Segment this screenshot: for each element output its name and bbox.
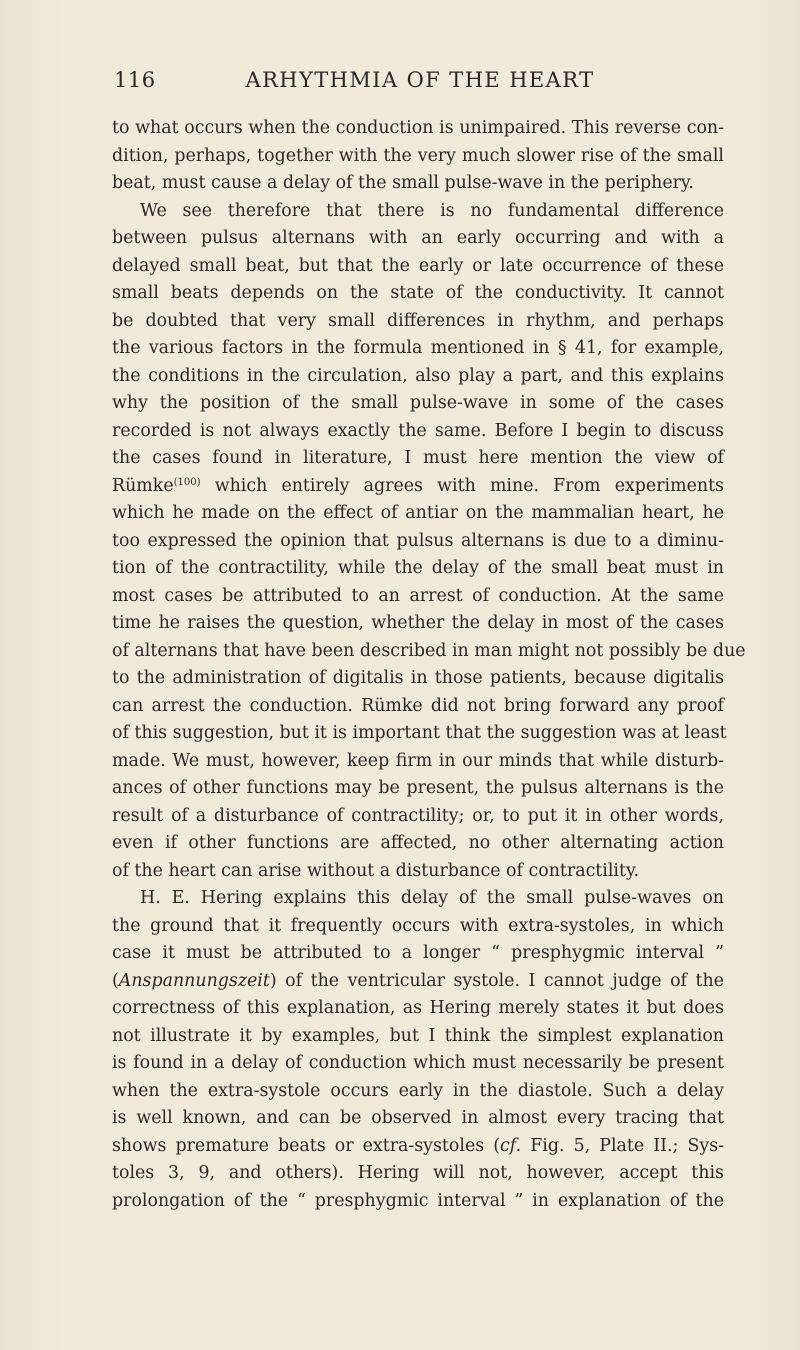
text-line: be doubted that very small differences in rhythm, and perhaps — [112, 310, 724, 331]
text-fragment: of the ventricular systole. I cannot judge of the — [285, 970, 724, 991]
text-line: H. E. Hering explains this delay of the small pulse-waves on — [140, 888, 724, 908]
text-fragment: Fig. 5, Plate II.; Sys- — [530, 1135, 725, 1156]
text-line: to the administration of digitalis in those patients, because digitalis — [112, 668, 724, 688]
text-line: tion of the contractility, while the delay of the small beat must in — [112, 558, 724, 578]
text-line: of the heart can arise without a disturbance of contractility. — [112, 860, 640, 881]
text-line: the ground that it frequently occurs with extra-systoles, in which — [112, 915, 724, 936]
text-line: the various factors in the formula mentioned in § 41, for example, — [112, 338, 724, 358]
text-line: toles 3, 9, and others). Hering will not, however, accept this — [112, 1163, 724, 1183]
text-line: (Anspannungszeit) of the ventricular systole. I cannot judge of the — [112, 970, 724, 991]
text-line: case it must be attributed to a longer “ presphygmic interval ” — [112, 943, 724, 963]
text-line: can arrest the conduction. Rümke did not bring forward any proof — [112, 695, 724, 716]
text-line: even if other functions are affected, no other alternating action — [112, 833, 724, 853]
text-line: small beats depends on the state of the conductivity. It cannot — [112, 283, 724, 303]
text-fragment: which entirely agrees with mine. From experiments — [214, 475, 724, 496]
text-line — [112, 473, 724, 501]
footnote-reference: (100) — [173, 476, 201, 488]
text-line: delayed small beat, but that the early or late occurrence of these — [112, 255, 724, 276]
text-line: which he made on the effect of antiar on the mammalian heart, he — [112, 503, 724, 523]
text-line: time he raises the question, whether the delay in most of the cases — [112, 613, 724, 633]
page-number: 116 — [114, 68, 156, 92]
text-line: correctness of this explanation, as Hering merely states it but does — [112, 998, 724, 1018]
body-text — [112, 115, 746, 1215]
text-line: prolongation of the “ presphygmic interval ” in explanation of the — [112, 1190, 724, 1211]
text-line: too expressed the opinion that pulsus alternans is due to a diminu- — [112, 530, 724, 551]
text-line: not illustrate it by examples, but I think the simplest explanation — [112, 1025, 724, 1046]
text-line: recorded is not always exactly the same. Before I begin to discuss — [112, 420, 724, 441]
text-line: result of a disturbance of contractility; or, to put it in other words, — [112, 805, 724, 826]
text-line: is found in a delay of conduction which must necessarily be present — [112, 1053, 724, 1073]
text-line: to what occurs when the conduction is unimpaired. This reverse con- — [112, 118, 724, 138]
text-line: of alternans that have been described in man might not possibly be due — [112, 640, 746, 661]
text-line: We see therefore that there is no fundamental difference — [140, 200, 724, 221]
text-line: dition, perhaps, together with the very much slower rise of the small — [112, 145, 724, 166]
text-line: ances of other functions may be present, the pulsus alternans is the — [112, 778, 724, 798]
text-line: made. We must, however, keep firm in our minds that while disturb- — [112, 750, 724, 771]
text-line: when the extra-systole occurs early in the diastole. Such a delay — [112, 1080, 724, 1101]
text-line: between pulsus alternans with an early occurring and with a — [112, 228, 724, 248]
italic-term: Anspannungszeit — [118, 970, 270, 991]
text-fragment: shows premature beats or extra-systoles ( — [112, 1135, 501, 1156]
text-line: is well known, and can be observed in almost every tracing that — [112, 1108, 724, 1128]
text-line: beat, must cause a delay of the small pulse-wave in the periphery. — [112, 173, 694, 193]
text-line: why the position of the small pulse-wave in some of the cases — [112, 393, 724, 413]
running-head: ARHYTHMIA OF THE HEART — [245, 68, 595, 92]
author-name: Rümke — [112, 475, 174, 496]
text-line: the cases found in literature, I must here mention the view of — [112, 448, 724, 468]
text-line: of this suggestion, but it is important that the suggestion was at least — [112, 723, 727, 743]
text-line: the conditions in the circulation, also play a part, and this explains — [112, 365, 724, 386]
text-line: most cases be attributed to an arrest of conduction. At the same — [112, 585, 724, 606]
page-header — [102, 68, 738, 104]
text-line — [112, 1133, 724, 1161]
italic-abbrev: cf. — [500, 1135, 522, 1156]
